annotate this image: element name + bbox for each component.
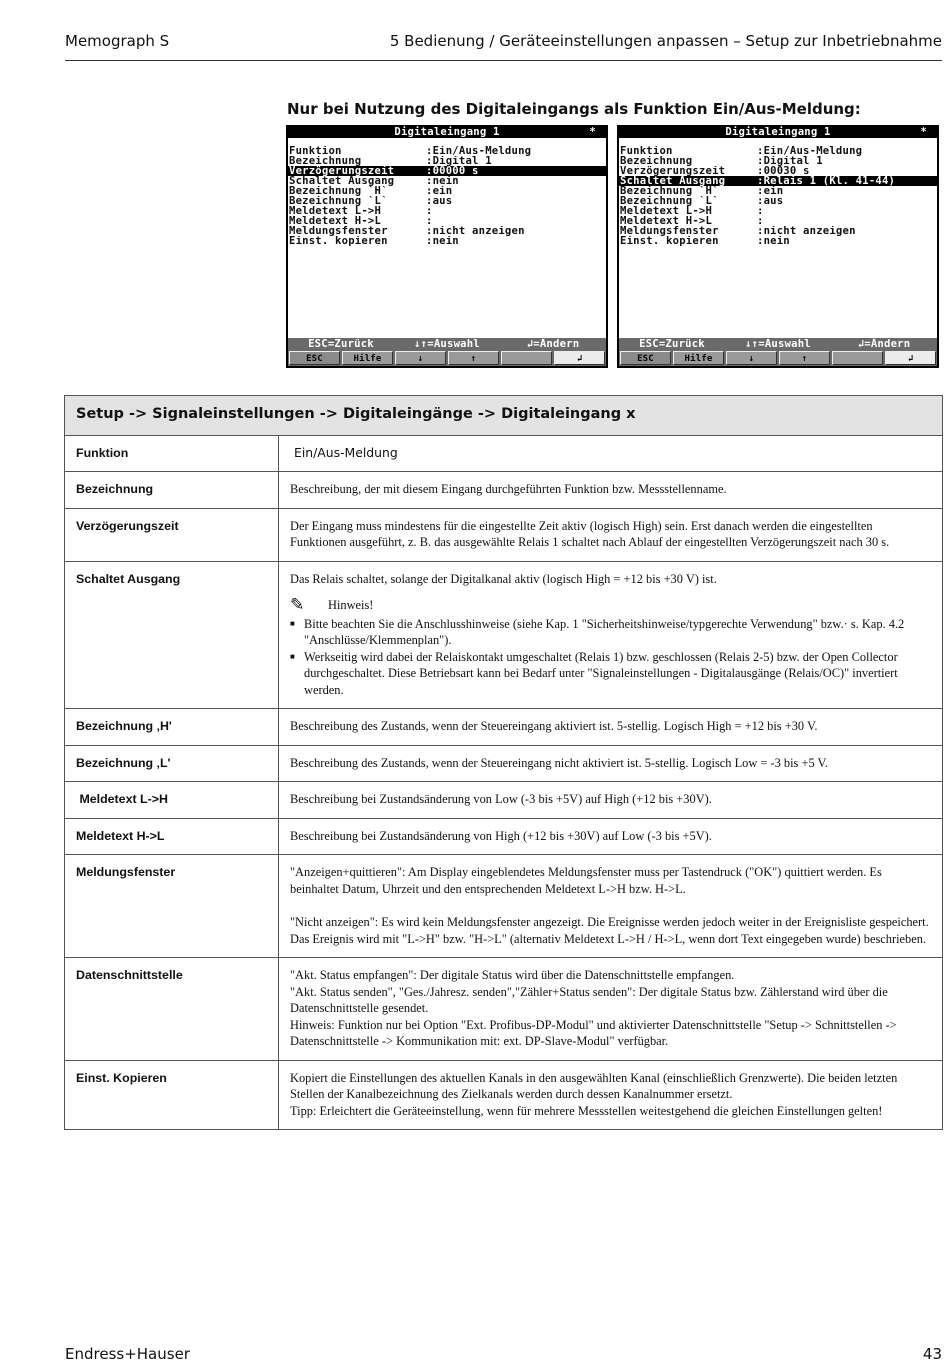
param-description: Ein/Aus-Meldung bbox=[279, 435, 943, 472]
settings-table bbox=[64, 395, 943, 1130]
menu-row-label: Meldetext L->H bbox=[289, 206, 382, 216]
blank-key[interactable] bbox=[501, 351, 552, 365]
table-row bbox=[65, 709, 943, 746]
hint-edit: ↲=Ändern bbox=[526, 338, 580, 350]
menu-row[interactable] bbox=[288, 236, 606, 246]
star-indicator: * bbox=[920, 126, 927, 138]
param-label: Einst. Kopieren bbox=[65, 1060, 279, 1130]
menu-row[interactable] bbox=[288, 166, 606, 176]
option-send: "Akt. Status senden", "Ges./Jahresz. senden","Zähler+Status senden": Der digitale Status bzw. Zählerstand wird über die Datenschnittstelle gesendet. bbox=[290, 984, 888, 1015]
screen-hint-bar bbox=[288, 338, 606, 350]
menu-row-label: Bezeichnung `L` bbox=[289, 196, 388, 206]
menu-row-label: Meldetext H->L bbox=[289, 216, 382, 226]
menu-row[interactable] bbox=[288, 186, 606, 196]
menu-row-value: :nein bbox=[757, 236, 790, 246]
menu-row[interactable] bbox=[619, 186, 937, 196]
param-description: Der Eingang muss mindestens für die eingestellte Zeit aktiv (logisch High) sein. Erst danach werden die eingestellten Funktionen ausgeführt, z. B. das ausgewählte Relais 1 schaltet nach Ablauf der eingestellten Verzögerungszeit nach 30 s. bbox=[279, 508, 943, 561]
star-indicator: * bbox=[589, 126, 596, 138]
footer-company: Endress+Hauser bbox=[65, 1345, 190, 1363]
option-no-display: "Nicht anzeigen": Es wird kein Meldungsfenster angezeigt. Die Ereignisse werden jedoch weiter in der Ereignisliste gespeichert. Das Ereignis wird mit "L->H" bzw. "H->L" (alternativ Meldetext L->H / H->L, wenn dort Text eingegeben wurde) beschrieben. bbox=[290, 915, 929, 946]
menu-row[interactable] bbox=[619, 146, 937, 156]
table-row bbox=[65, 958, 943, 1061]
param-description: Beschreibung des Zustands, wenn der Steuereingang aktiviert ist. 5-stellig. Logisch High = +12 bis +30 V. bbox=[279, 709, 943, 746]
menu-row-label: Schaltet Ausgang bbox=[289, 176, 395, 186]
table-header-row bbox=[65, 396, 943, 436]
param-description bbox=[279, 855, 943, 958]
section-heading: Nur bei Nutzung des Digitaleingangs als Funktion Ein/Aus-Meldung: bbox=[287, 100, 861, 118]
menu-row-label: Verzögerungszeit bbox=[620, 166, 726, 176]
enter-key[interactable]: ↲ bbox=[885, 351, 936, 365]
esc-key[interactable]: ESC bbox=[620, 351, 671, 365]
screen-hint-bar bbox=[619, 338, 937, 350]
menu-row[interactable] bbox=[288, 206, 606, 216]
menu-row-label: Meldetext H->L bbox=[620, 216, 713, 226]
param-description bbox=[279, 1060, 943, 1130]
screen-menu bbox=[619, 138, 937, 246]
menu-row-value: : bbox=[757, 206, 764, 216]
enter-key[interactable]: ↲ bbox=[554, 351, 605, 365]
param-description: Beschreibung bei Zustandsänderung von High (+12 bis +30V) auf Low (-3 bis +5V). bbox=[279, 818, 943, 855]
menu-row-label: Funktion bbox=[289, 146, 342, 156]
menu-row[interactable] bbox=[619, 216, 937, 226]
param-label: Bezeichnung ‚L' bbox=[65, 745, 279, 782]
menu-row-label: Bezeichnung bbox=[620, 156, 693, 166]
blank-key[interactable] bbox=[832, 351, 883, 365]
menu-row[interactable] bbox=[288, 226, 606, 236]
relay-description: Das Relais schaltet, solange der Digitalkanal aktiv (logisch High = +12 bis +30 V) ist. bbox=[290, 571, 717, 586]
note-bullet: ■ Werkseitig wird dabei der Relaiskontakt umgeschaltet (Relais 1) bzw. geschlossen (Relais 2-5) bzw. der Open Collector durchgeschaltet. Diese Betriebsart kann bei Bedarf unter "Signaleinstellungen - Digitalausgänge (Relais/OC)" invertiert werden. bbox=[290, 649, 931, 699]
table-row bbox=[65, 561, 943, 709]
menu-row[interactable] bbox=[619, 166, 937, 176]
softkey-bar bbox=[619, 350, 937, 366]
menu-row[interactable] bbox=[619, 176, 937, 186]
menu-row-value: :00030 s bbox=[757, 166, 810, 176]
menu-row-value: : bbox=[757, 216, 764, 226]
hint-esc: ESC=Zurück bbox=[308, 338, 374, 350]
table-row bbox=[65, 472, 943, 509]
pencil-icon: ✎ bbox=[290, 595, 305, 614]
menu-row-label: Verzögerungszeit bbox=[289, 166, 395, 176]
param-description: Beschreibung bei Zustandsänderung von Low (-3 bis +5V) auf High (+12 bis +30V). bbox=[279, 782, 943, 819]
menu-row-value: :nicht anzeigen bbox=[426, 226, 525, 236]
screen-menu bbox=[288, 138, 606, 246]
screen-title: Digitaleingang 1 bbox=[725, 126, 831, 138]
header-chapter: 5 Bedienung / Geräteeinstellungen anpassen – Setup zur Inbetriebnahme bbox=[389, 32, 942, 50]
menu-row-label: Bezeichnung `H` bbox=[289, 186, 388, 196]
table-row bbox=[65, 508, 943, 561]
table-row bbox=[65, 818, 943, 855]
menu-row-value: :Ein/Aus-Meldung bbox=[757, 146, 863, 156]
param-label: Bezeichnung ‚H' bbox=[65, 709, 279, 746]
menu-row[interactable] bbox=[288, 176, 606, 186]
copy-tip: Tipp: Erleichtert die Geräteeinstellung, wenn für mehrere Messstellen weitestgehend die gleichen Einstellungen gelten! bbox=[290, 1103, 883, 1118]
param-label: Verzögerungszeit bbox=[65, 508, 279, 561]
menu-row-label: Funktion bbox=[620, 146, 673, 156]
help-key[interactable]: Hilfe bbox=[342, 351, 393, 365]
down-arrow-key[interactable]: ↓ bbox=[395, 351, 446, 365]
menu-row-label: Einst. kopieren bbox=[620, 236, 719, 246]
note-title: Hinweis! bbox=[328, 598, 374, 612]
menu-row-value: :nicht anzeigen bbox=[757, 226, 856, 236]
param-description: Beschreibung, der mit diesem Eingang durchgeführten Funktion bzw. Messstellenname. bbox=[279, 472, 943, 509]
softkey-bar bbox=[288, 350, 606, 366]
menu-row[interactable] bbox=[288, 216, 606, 226]
page-header bbox=[65, 32, 942, 61]
param-description: Beschreibung des Zustands, wenn der Steuereingang nicht aktiviert ist. 5-stellig. Logisch Low = -3 bis +5 V. bbox=[279, 745, 943, 782]
hint-edit: ↲=Ändern bbox=[857, 338, 911, 350]
param-label: Funktion bbox=[65, 435, 279, 472]
menu-row-label: Meldetext L->H bbox=[620, 206, 713, 216]
table-row bbox=[65, 745, 943, 782]
up-arrow-key[interactable]: ↑ bbox=[779, 351, 830, 365]
help-key[interactable]: Hilfe bbox=[673, 351, 724, 365]
option-receive: "Akt. Status empfangen": Der digitale Status wird über die Datenschnittstelle empfangen. bbox=[290, 968, 735, 982]
menu-row[interactable] bbox=[619, 226, 937, 236]
menu-row-value: :ein bbox=[426, 186, 453, 196]
menu-row-value: :aus bbox=[757, 196, 784, 206]
table-row bbox=[65, 855, 943, 958]
menu-row-value: :aus bbox=[426, 196, 453, 206]
screen-title-bar bbox=[288, 127, 606, 138]
hint-nav: ↓↑=Auswahl bbox=[414, 338, 480, 350]
menu-row-value: :Digital 1 bbox=[426, 156, 492, 166]
page-number: 43 bbox=[922, 1345, 942, 1363]
param-label: Bezeichnung bbox=[65, 472, 279, 509]
menu-row[interactable] bbox=[619, 196, 937, 206]
menu-row-value: :Relais 1 (Kl. 41-44) bbox=[757, 176, 896, 186]
param-label: Meldungsfenster bbox=[65, 855, 279, 958]
menu-row-label: Bezeichnung `L` bbox=[620, 196, 719, 206]
menu-row-value: :nein bbox=[426, 176, 459, 186]
option-display-acknowledge: "Anzeigen+quittieren": Am Display eingeblendetes Meldungsfenster muss per Tastendruck ("OK") quittiert werden. Es beinhaltet Datum, Uhrzeit und den entsprechenden Meldetext L->H bzw. H->L. bbox=[290, 865, 882, 896]
menu-row[interactable] bbox=[288, 146, 606, 156]
menu-row-value: :Ein/Aus-Meldung bbox=[426, 146, 532, 156]
esc-key[interactable]: ESC bbox=[289, 351, 340, 365]
menu-row-value: : bbox=[426, 216, 433, 226]
menu-row[interactable] bbox=[619, 236, 937, 246]
menu-row[interactable] bbox=[619, 156, 937, 166]
menu-row-label: Meldungsfenster bbox=[289, 226, 388, 236]
menu-row[interactable] bbox=[288, 196, 606, 206]
table-row bbox=[65, 782, 943, 819]
menu-row-value: :nein bbox=[426, 236, 459, 246]
menu-row-value: : bbox=[426, 206, 433, 216]
table-title: Setup -> Signaleinstellungen -> Digitaleingänge -> Digitaleingang x bbox=[65, 396, 943, 436]
param-label: Meldetext H->L bbox=[65, 818, 279, 855]
menu-row-label: Meldungsfenster bbox=[620, 226, 719, 236]
param-description bbox=[279, 561, 943, 709]
menu-row[interactable] bbox=[288, 156, 606, 166]
menu-row[interactable] bbox=[619, 206, 937, 216]
interface-note: Hinweis: Funktion nur bei Option "Ext. Profibus-DP-Modul" und aktivierter Datenschnittstelle "Setup -> Schnittstellen -> Datenschnittstelle -> Kommunikation mit: ext. DP-Slave-Modul" verfügbar. bbox=[290, 1017, 897, 1048]
note-list bbox=[290, 616, 931, 699]
copy-description: Kopiert die Einstellungen des aktuellen Kanals in den ausgewählten Kanal (einschließlich Grenzwerte). Die beiden letzten Stellen der Kanalbezeichnung des Zielkanals werden durch dessen Kanalnummer ersetzt. bbox=[290, 1070, 898, 1101]
device-screen-right bbox=[617, 125, 939, 368]
device-screen-left bbox=[286, 125, 608, 368]
table-row bbox=[65, 1060, 943, 1130]
table-row bbox=[65, 435, 943, 472]
menu-row-label: Bezeichnung `H` bbox=[620, 186, 719, 196]
up-arrow-key[interactable]: ↑ bbox=[448, 351, 499, 365]
note-bullet: ■ Bitte beachten Sie die Anschlusshinweise (siehe Kap. 1 "Sicherheitshinweise/typgerechte Verwendung" bzw.· s. Kap. 4.2 "Anschlüsse/Klemmenplan"). bbox=[290, 616, 931, 649]
note-block bbox=[290, 597, 931, 614]
param-label: Schaltet Ausgang bbox=[65, 561, 279, 709]
hint-nav: ↓↑=Auswahl bbox=[745, 338, 811, 350]
param-label: Meldetext L->H bbox=[65, 782, 279, 819]
menu-row-label: Bezeichnung bbox=[289, 156, 362, 166]
down-arrow-key[interactable]: ↓ bbox=[726, 351, 777, 365]
screen-title-bar bbox=[619, 127, 937, 138]
param-label: Datenschnittstelle bbox=[65, 958, 279, 1061]
menu-row-value: :ein bbox=[757, 186, 784, 196]
param-description bbox=[279, 958, 943, 1061]
header-product: Memograph S bbox=[65, 32, 170, 50]
menu-row-label: Einst. kopieren bbox=[289, 236, 388, 246]
hint-esc: ESC=Zurück bbox=[639, 338, 705, 350]
menu-row-label: Schaltet Ausgang bbox=[620, 176, 726, 186]
screen-title: Digitaleingang 1 bbox=[394, 126, 500, 138]
menu-row-value: :00000 s bbox=[426, 166, 479, 176]
menu-row-value: :Digital 1 bbox=[757, 156, 823, 166]
